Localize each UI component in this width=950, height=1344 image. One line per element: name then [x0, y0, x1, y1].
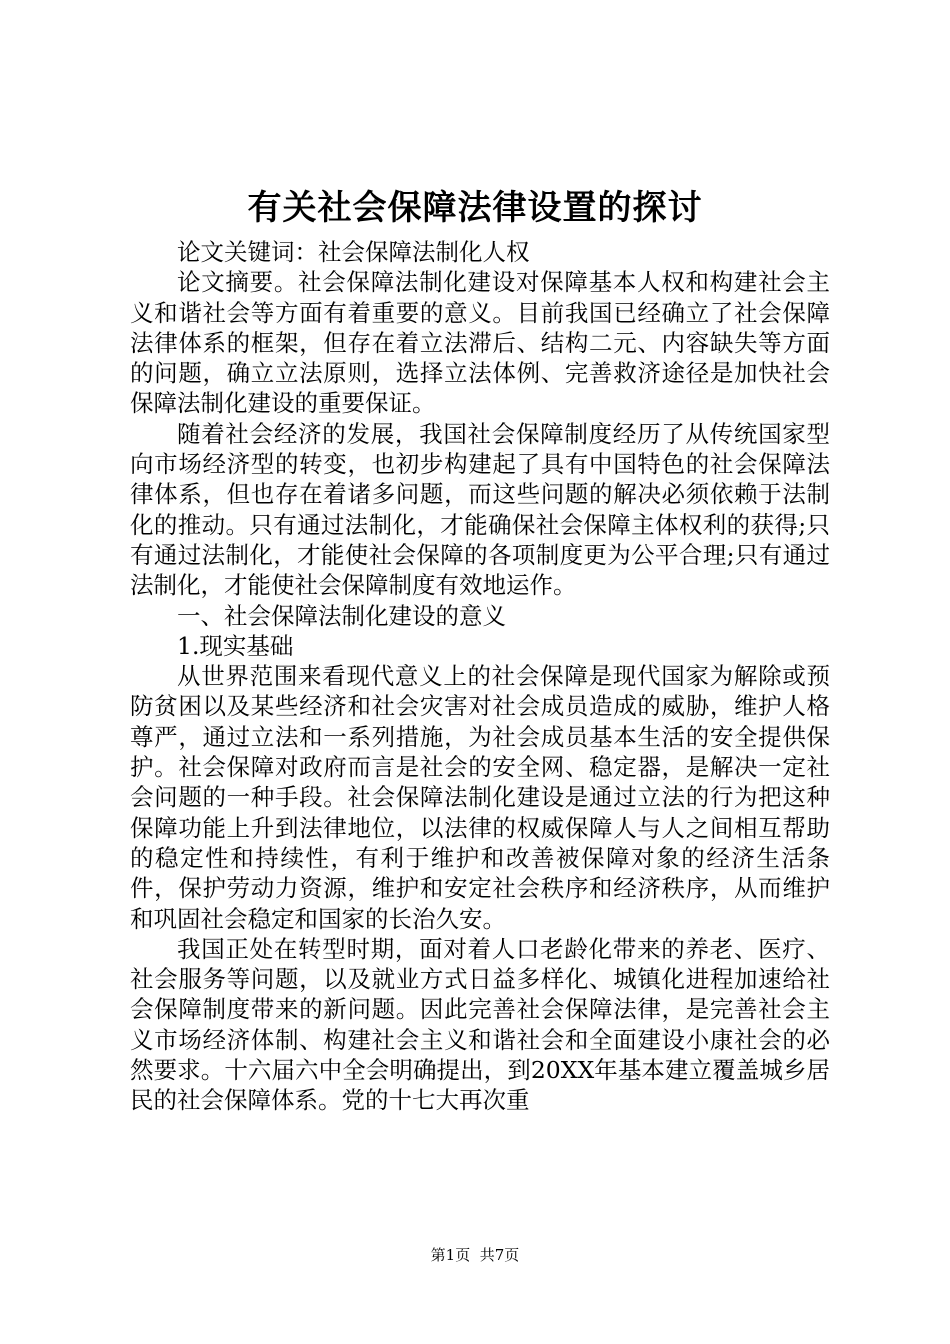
section-heading: 一、社会保障法制化建设的意义	[177, 601, 506, 630]
keywords-paragraph: 论文关键词：社会保障法制化人权	[177, 238, 530, 266]
subsection-heading: 1.现实基础	[177, 631, 294, 660]
document-title: 有关社会保障法律设置的探讨	[247, 188, 703, 228]
body-paragraph: 我国正处在转型时期，面对着人口老龄化带来的养老、医疗、社会服务等问题，以及就业方式日益多样化、城镇化进程加速给社会保障制度带来的新问题。因此完善社会保障法律，是完善社会主义市场经济体制、构建社会主义和谐社会和全面建设小康社会的必然要求。十六届六中全会明确提出，到20XX年基本建立覆盖城乡居民的社会保障体系。党的十七大再次重	[130, 934, 830, 1115]
body-paragraph: 随着社会经济的发展，我国社会保障制度经历了从传统国家型向市场经济型的转变，也初步构建起了具有中国特色的社会保障法律体系，但也存在着诸多问题，而这些问题的解决必须依赖于法制化的推动。只有通过法制化，才能确保社会保障主体权利的获得;只有通过法制化，才能使社会保障的各项制度更为公平合理;只有通过法制化，才能使社会保障制度有效地运作。	[130, 419, 830, 600]
document-body	[130, 237, 830, 1116]
body-paragraph: 从世界范围来看现代意义上的社会保障是现代国家为解除或预防贫困以及某些经济和社会灾害对社会成员造成的威胁，维护人格尊严，通过立法和一系列措施，为社会成员基本生活的安全提供保护。社会保障对政府而言是社会的安全网、稳定器，是解决一定社会问题的一种手段。社会保障法制化建设是通过立法的行为把这种保障功能上升到法律地位，以法律的权威保障人与人之间相互帮助的稳定性和持续性，有利于维护和改善被保障对象的经济生活条件，保护劳动力资源，维护和安定社会秩序和经济秩序，从而维护和巩固社会稳定和国家的长治久安。	[130, 662, 830, 933]
page-total: 共7页	[479, 1246, 520, 1264]
abstract-paragraph: 论文摘要。社会保障法制化建设对保障基本人权和构建社会主义和谐社会等方面有着重要的意义。目前我国已经确立了社会保障法律体系的框架，但存在着立法滞后、结构二元、内容缺失等方面的问题，确立立法原则，选择立法体例、完善救济途径是加快社会保障法制化建设的重要保证。	[130, 268, 830, 418]
page-number: 第1页	[430, 1246, 471, 1264]
page-footer	[0, 1244, 950, 1266]
